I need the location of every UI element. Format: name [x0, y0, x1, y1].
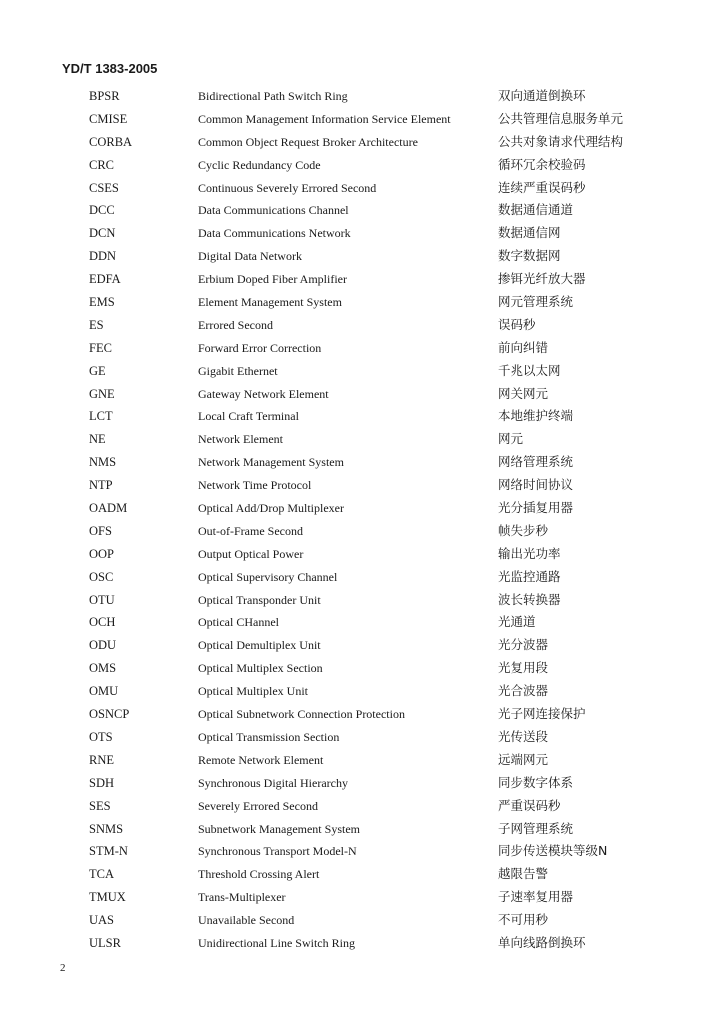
- english-definition: Trans-Multiplexer: [198, 890, 286, 905]
- english-definition: Unavailable Second: [198, 913, 295, 928]
- abbreviation-row: [0, 85, 719, 108]
- chinese-definition: 严重误码秒: [498, 797, 561, 813]
- abbreviation-list: [0, 85, 719, 955]
- abbreviation-row: [0, 291, 719, 314]
- abbreviation-row: [0, 245, 719, 268]
- english-definition: Unidirectional Line Switch Ring: [198, 935, 355, 950]
- english-definition: Optical Transponder Unit: [198, 592, 321, 607]
- abbreviation-row: [0, 405, 719, 428]
- english-definition: Erbium Doped Fiber Amplifier: [198, 272, 347, 287]
- english-definition: Severely Errored Second: [198, 798, 318, 813]
- english-definition: Optical Subnetwork Connection Protection: [198, 707, 405, 722]
- abbreviation-term: OMS: [89, 661, 117, 676]
- abbreviation-row: [0, 703, 719, 726]
- abbreviation-row: [0, 383, 719, 406]
- abbreviation-term: GE: [89, 363, 106, 378]
- abbreviation-row: [0, 749, 719, 772]
- english-definition: Gateway Network Element: [198, 386, 329, 401]
- chinese-definition: 子网管理系统: [498, 820, 574, 836]
- chinese-definition: 光传送段: [498, 728, 549, 744]
- abbreviation-row: [0, 726, 719, 749]
- abbreviation-row: [0, 795, 719, 818]
- english-definition: Network Element: [198, 432, 283, 447]
- abbreviation-row: [0, 840, 719, 863]
- english-definition: Output Optical Power: [198, 546, 304, 561]
- abbreviation-term: CSES: [89, 180, 119, 195]
- english-definition: Optical CHannel: [198, 615, 279, 630]
- chinese-definition: 连续严重误码秒: [498, 179, 586, 195]
- english-definition: Common Management Information Service Element: [198, 111, 451, 126]
- abbreviation-row: [0, 566, 719, 589]
- abbreviation-row: [0, 611, 719, 634]
- chinese-definition: 公共管理信息服务单元: [498, 110, 624, 126]
- abbreviation-row: [0, 268, 719, 291]
- abbreviation-term: NMS: [89, 455, 117, 470]
- english-definition: Continuous Severely Errored Second: [198, 180, 377, 195]
- chinese-definition: 双向通道倒换环: [498, 88, 586, 103]
- abbreviation-term: SNMS: [89, 821, 124, 836]
- abbreviation-term: DDN: [89, 249, 117, 264]
- chinese-definition: 前向纠错: [498, 339, 549, 355]
- english-definition: Data Communications Network: [198, 226, 351, 241]
- abbreviation-term: OADM: [89, 501, 128, 516]
- abbreviation-term: OCH: [89, 615, 116, 630]
- chinese-definition: 网关网元: [498, 385, 549, 401]
- english-definition: Remote Network Element: [198, 752, 324, 767]
- english-definition: Digital Data Network: [198, 249, 302, 264]
- abbreviation-term: STM-N: [89, 844, 128, 859]
- page-number: 2: [60, 962, 66, 974]
- abbreviation-row: [0, 634, 719, 657]
- english-definition: Common Object Request Broker Architecture: [198, 134, 418, 149]
- abbreviation-row: [0, 680, 719, 703]
- english-definition: Optical Multiplex Section: [198, 661, 323, 676]
- abbreviation-row: [0, 474, 719, 497]
- english-definition: Synchronous Transport Model-N: [198, 844, 357, 859]
- abbreviation-term: FEC: [89, 340, 112, 355]
- english-definition: Optical Multiplex Unit: [198, 684, 308, 699]
- abbreviation-row: [0, 818, 719, 841]
- abbreviation-term: OSNCP: [89, 707, 130, 722]
- chinese-definition: 千兆以太网: [498, 362, 561, 378]
- abbreviation-term: DCC: [89, 203, 115, 218]
- chinese-definition: 光子网连接保护: [498, 706, 586, 722]
- abbreviation-term: CMISE: [89, 111, 128, 126]
- abbreviation-row: [0, 222, 719, 245]
- abbreviation-row: [0, 108, 719, 131]
- abbreviation-term: SDH: [89, 775, 115, 790]
- chinese-definition: 本地维护终端: [498, 408, 574, 424]
- english-definition: Optical Transmission Section: [198, 729, 340, 744]
- abbreviation-term: NE: [89, 432, 106, 447]
- chinese-definition: 越限告警: [498, 866, 549, 882]
- abbreviation-row: [0, 520, 719, 543]
- chinese-definition: 输出光功率: [498, 545, 561, 561]
- english-definition: Element Management System: [198, 295, 342, 310]
- chinese-definition: 光复用段: [498, 660, 549, 676]
- english-definition: Cyclic Redundancy Code: [198, 157, 321, 172]
- abbreviation-row: [0, 199, 719, 222]
- english-definition: Gigabit Ethernet: [198, 363, 278, 378]
- abbreviation-row: [0, 451, 719, 474]
- chinese-definition: 光分插复用器: [498, 500, 574, 516]
- english-definition: Forward Error Correction: [198, 340, 322, 355]
- english-definition: Out-of-Frame Second: [198, 523, 303, 538]
- abbreviation-row: [0, 337, 719, 360]
- chinese-definition: 数据通信网: [498, 225, 561, 241]
- english-definition: Network Management System: [198, 455, 344, 470]
- abbreviation-row: [0, 314, 719, 337]
- chinese-definition: 数据通信通道: [498, 202, 574, 218]
- abbreviation-term: TMUX: [89, 890, 126, 905]
- abbreviation-term: DCN: [89, 226, 116, 241]
- chinese-definition: 网元: [498, 431, 524, 447]
- english-definition: Optical Supervisory Channel: [198, 569, 338, 584]
- abbreviation-term: OOP: [89, 546, 115, 561]
- english-definition: Network Time Protocol: [198, 478, 312, 493]
- chinese-definition: 光监控通路: [498, 568, 561, 584]
- abbreviation-term: ULSR: [89, 935, 121, 950]
- chinese-definition: 光合波器: [498, 683, 549, 699]
- abbreviation-term: RNE: [89, 752, 114, 767]
- abbreviation-term: NTP: [89, 478, 113, 493]
- abbreviation-row: [0, 589, 719, 612]
- abbreviation-term: CORBA: [89, 134, 133, 149]
- document-id-header: YD/T 1383-2005: [62, 61, 158, 76]
- abbreviation-term: UAS: [89, 913, 115, 928]
- abbreviation-term: TCA: [89, 867, 114, 882]
- english-definition: Subnetwork Management System: [198, 821, 360, 836]
- abbreviation-row: [0, 932, 719, 955]
- chinese-definition: 网络时间协议: [498, 477, 574, 493]
- abbreviation-row: [0, 657, 719, 680]
- abbreviation-term: OTU: [89, 592, 115, 607]
- chinese-definition: 公共对象请求代理结构: [498, 133, 624, 149]
- english-definition: Threshold Crossing Alert: [198, 867, 320, 882]
- chinese-definition: 掺铒光纤放大器: [498, 271, 586, 287]
- abbreviation-row: [0, 543, 719, 566]
- chinese-definition: 网络管理系统: [498, 454, 574, 470]
- abbreviation-term: EDFA: [89, 272, 121, 287]
- chinese-definition: 光分波器: [498, 637, 549, 653]
- abbreviation-term: OMU: [89, 684, 119, 699]
- abbreviation-term: EMS: [89, 295, 115, 310]
- chinese-definition: 网元管理系统: [498, 294, 574, 310]
- english-definition: Optical Add/Drop Multiplexer: [198, 501, 344, 516]
- abbreviation-row: [0, 360, 719, 383]
- english-definition: Data Communications Channel: [198, 203, 349, 218]
- abbreviation-row: [0, 863, 719, 886]
- abbreviation-term: CRC: [89, 157, 115, 172]
- chinese-definition: 帧失步秒: [498, 522, 549, 538]
- chinese-definition: 数字数据网: [498, 248, 561, 264]
- chinese-definition: 误码秒: [498, 316, 536, 332]
- abbreviation-row: [0, 177, 719, 200]
- abbreviation-term: BPSR: [89, 89, 120, 103]
- abbreviation-term: GNE: [89, 386, 115, 401]
- chinese-definition: 不可用秒: [498, 912, 549, 928]
- abbreviation-term: OSC: [89, 569, 114, 584]
- chinese-definition: 远端网元: [498, 751, 549, 767]
- abbreviation-term: OFS: [89, 523, 112, 538]
- abbreviation-term: ODU: [89, 638, 117, 653]
- abbreviation-term: ES: [89, 317, 104, 332]
- english-definition: Synchronous Digital Hierarchy: [198, 775, 348, 790]
- english-definition: Bidirectional Path Switch Ring: [198, 89, 348, 103]
- abbreviation-row: [0, 497, 719, 520]
- english-definition: Optical Demultiplex Unit: [198, 638, 321, 653]
- chinese-definition: 循环冗余校验码: [498, 156, 586, 172]
- abbreviation-row: [0, 154, 719, 177]
- abbreviation-row: [0, 131, 719, 154]
- chinese-definition: 子速率复用器: [498, 889, 574, 905]
- chinese-definition: 同步传送模块等级N: [498, 843, 608, 859]
- chinese-definition: 光通道: [498, 614, 536, 630]
- abbreviation-term: SES: [89, 798, 111, 813]
- abbreviation-term: OTS: [89, 729, 113, 744]
- english-definition: Errored Second: [198, 317, 273, 332]
- abbreviation-row: [0, 909, 719, 932]
- chinese-definition: 同步数字体系: [498, 774, 574, 790]
- chinese-definition: 单向线路倒换环: [498, 934, 586, 950]
- english-definition: Local Craft Terminal: [198, 409, 299, 424]
- abbreviation-row: [0, 428, 719, 451]
- abbreviation-row: [0, 772, 719, 795]
- chinese-definition: 波长转换器: [498, 591, 561, 607]
- abbreviation-row: [0, 886, 719, 909]
- abbreviation-term: LCT: [89, 409, 113, 424]
